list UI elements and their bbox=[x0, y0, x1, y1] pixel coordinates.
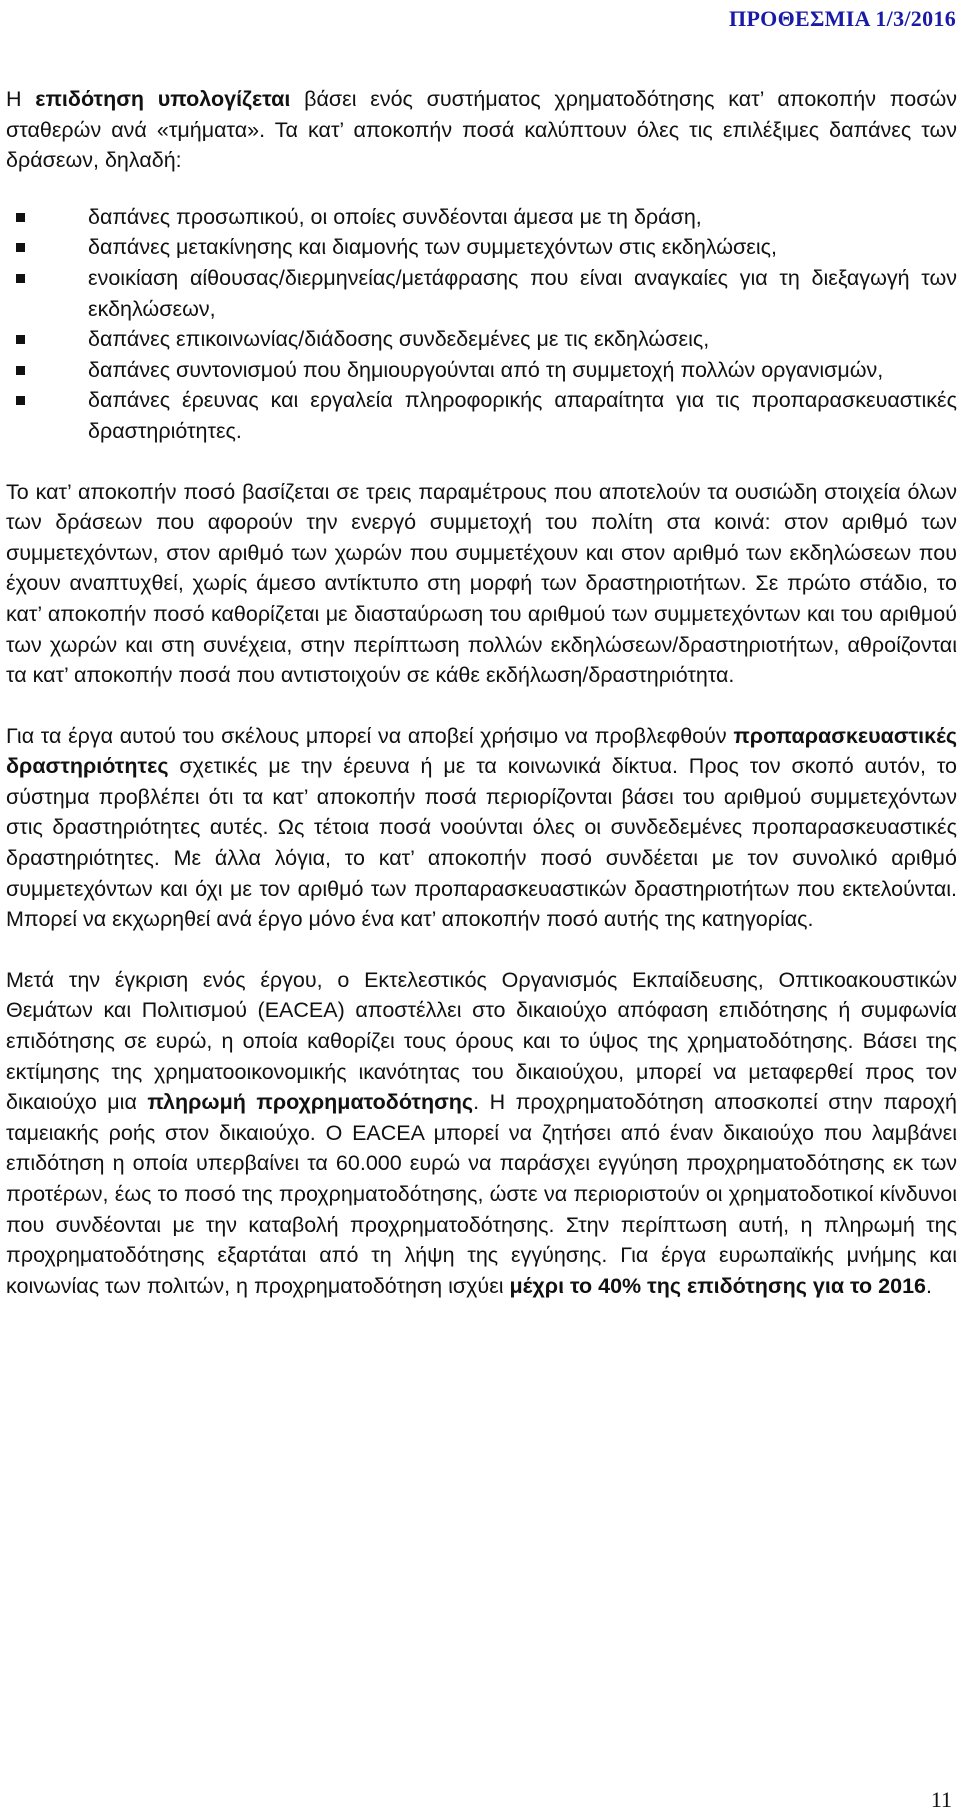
list-item-text: δαπάνες προσωπικού, οι οποίες συνδέονται άμεσα με τη δράση, bbox=[88, 204, 702, 229]
square-bullet-icon bbox=[16, 396, 25, 405]
paragraph-lump-sum: Το κατ’ αποκοπήν ποσό βασίζεται σε τρεις παραμέτρους που αποτελούν τα ουσιώδη στοιχεία όλων των δράσεων που αφορούν την ενεργό συμμετοχή του πολίτη στα κοινά: στον αριθμό των συμμετεχόντων, στον αριθμό των χωρών που συμμετέχουν και στον αριθμό των εκδηλώσεων που έχουν αναπτυχθεί, χωρίς άμεσο αντίκτυπο στη μορφή των δραστηριοτήτων. Σε πρώτο στάδιο, το κατ’ αποκοπήν ποσό καθορίζεται με διασταύρωση του αριθμού των συμμετεχόντων και του αριθμού των χωρών και στη συνέχεια, στην περίπτωση πολλών εκδηλώσεων/δραστηριοτήτων, αθροίζονται τα κατ’ αποκοπήν ποσά που αντιστοιχούν σε κάθε εκδήλωση/δραστηριότητα. bbox=[6, 479, 957, 688]
text-run: σχετικές με την έρευνα ή με τα κοινωνικά δίκτυα. Προς τον σκοπό αυτόν, το σύστημα προβλέπει ότι τα κατ’ αποκοπήν ποσά περιορίζονται βάσει του αριθμού συμμετεχόντων στις δραστηριότητες αυτές. Ως τέτοια ποσά νοούνται όλες οι συνδεδεμένες προπαρασκευαστικές δραστηριότητες. Με άλλα λόγια, το κατ’ αποκοπήν ποσό συνδέεται με τον συνολικό αριθμό συμμετεχόντων και όχι με τον αριθμό των προπαρασκευαστικών δραστηριοτήτων που εκτελούνται. Μπορεί να εκχωρηθεί ανά έργο μόνο ένα κατ’ αποκοπήν ποσό αυτής της κατηγορίας. bbox=[6, 754, 957, 932]
text-run: Για τα έργα αυτού του σκέλους μπορεί να αποβεί χρήσιμο να προβλεφθούν bbox=[6, 723, 734, 748]
square-bullet-icon bbox=[16, 274, 25, 283]
page-number: 11 bbox=[930, 1787, 952, 1812]
bold-text: μέχρι το 40% της επιδότησης για το 2016 bbox=[509, 1273, 926, 1298]
square-bullet-icon bbox=[16, 366, 25, 375]
square-bullet-icon bbox=[16, 335, 25, 344]
square-bullet-icon bbox=[16, 243, 25, 252]
eligible-costs-list bbox=[6, 202, 957, 447]
list-item-text: δαπάνες συντονισμού που δημιουργούνται από τη συμμετοχή πολλών οργανισμών, bbox=[88, 357, 884, 382]
deadline-header: ΠΡΟΘΕΣΜΙΑ 1/3/2016 bbox=[729, 6, 956, 31]
paragraph-intro bbox=[6, 84, 957, 176]
list-item-text: δαπάνες επικοινωνίας/διάδοσης συνδεδεμένες με τις εκδηλώσεις, bbox=[88, 327, 710, 352]
list-item bbox=[6, 263, 957, 324]
list-item bbox=[6, 202, 957, 233]
list-item-text: ενοικίαση αίθουσας/διερμηνείας/μετάφρασης που είναι αναγκαίες για τη διεξαγωγή των εκδηλώσεων, bbox=[88, 265, 957, 321]
list-item bbox=[6, 385, 957, 446]
text-run: . bbox=[926, 1273, 932, 1298]
paragraph-preparatory bbox=[6, 721, 957, 935]
list-item bbox=[6, 324, 957, 355]
bold-text: επιδότηση υπολογίζεται bbox=[35, 87, 291, 111]
bold-text: προπαρασκευαστικές δραστηριότητες bbox=[6, 723, 957, 779]
bold-text: πληρωμή προχρηματοδότησης bbox=[147, 1090, 474, 1115]
square-bullet-icon bbox=[16, 213, 25, 222]
text-run: βάσει ενός συστήματος χρηματοδότησης κατ’ αποκοπήν ποσών σταθερών ανά «τμήματα». Τα κατ’ αποκοπήν ποσά καλύπτουν όλες τις επιλέξιμες δαπάνες των δράσεων, δηλαδή: bbox=[6, 87, 957, 173]
paragraph-prefinancing bbox=[6, 965, 957, 1302]
text-run: Μετά την έγκριση ενός έργου, ο Εκτελεστικός Οργανισμός Εκπαίδευσης, Οπτικοακουστικών Θεμάτων και Πολιτισμού (EACEA) αποστέλλει στο δικαιούχο απόφαση επιδότησης ή συμφωνία επιδότησης σε ευρώ, η οποία καθορίζει τους όρους και το ύψος της χρηματοδότησης. Βάσει της εκτίμησης της χρηματοοικονομικής ικανότητας του δικαιούχου, μπορεί να μεταφερθεί προς τον δικαιούχο μια bbox=[6, 967, 957, 1115]
list-item-text: δαπάνες έρευνας και εργαλεία πληροφορικής απαραίτητα για τις προπαρασκευαστικές δραστηριότητες. bbox=[88, 388, 957, 443]
document-body bbox=[6, 84, 957, 1301]
text-run: . Η προχρηματοδότηση αποσκοπεί στην παροχή ταμειακής ροής στον δικαιούχο. Ο EACEA μπορεί να ζητήσει από έναν δικαιούχο που λαμβάνει επιδότηση η οποία υπερβαίνει τα 60.000 ευρώ να παράσχει εγγύηση προχρηματοδότησης εκ των προτέρων, έως το ποσό της προχρηματοδότησης, ώστε να περιοριστούν οι χρηματοδοτικοί κίνδυνοι που συνδέονται με την καταβολή προχρηματοδότησης. Στην περίπτωση αυτή, η πληρωμή της προχρηματοδότησης εξαρτάται από τη λήψη της εγγύησης. Για έργα ευρωπαϊκής μνήμης και κοινωνίας των πολιτών, η προχρηματοδότηση ισχύει bbox=[6, 1090, 958, 1298]
list-item-text: δαπάνες μετακίνησης και διαμονής των συμμετεχόντων στις εκδηλώσεις, bbox=[88, 235, 777, 260]
list-item bbox=[6, 355, 957, 386]
list-item bbox=[6, 232, 957, 263]
text-run: Η bbox=[6, 87, 36, 111]
